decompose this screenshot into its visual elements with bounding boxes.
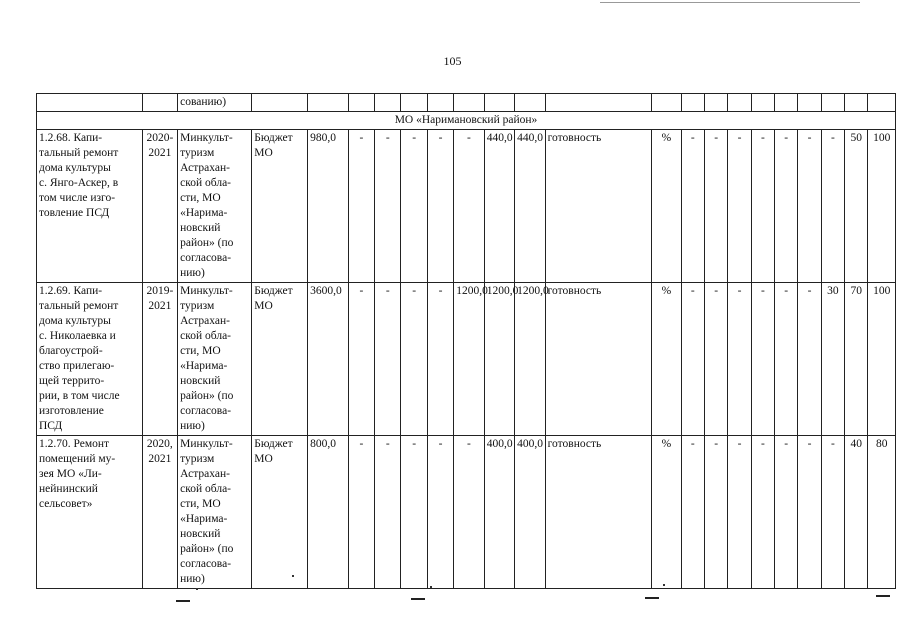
unit: % (652, 283, 681, 436)
indicator-value: 50 (845, 130, 868, 283)
indicator-value: - (775, 436, 798, 589)
funding-value: 980,0 (308, 130, 349, 283)
years: 2020- 2021 (142, 130, 178, 283)
funding-value: - (401, 130, 427, 283)
measure-name: 1.2.70. Ремонт помещений му- зея МО «Ли- нейнинский сельсовет» (37, 436, 143, 589)
indicator-value: - (821, 130, 844, 283)
scan-mark (411, 598, 425, 600)
scan-edge-line (600, 2, 860, 3)
funding-value: - (454, 436, 484, 589)
unit: % (652, 130, 681, 283)
continuation-row (37, 94, 896, 112)
indicator-value: - (728, 130, 751, 283)
indicator-value: - (821, 436, 844, 589)
indicator-value: - (728, 283, 751, 436)
years: 2020, 2021 (142, 436, 178, 589)
indicator-value: 100 (868, 130, 896, 283)
funding-value: - (427, 283, 453, 436)
funding-value: - (454, 130, 484, 283)
funding-value: 400,0 (515, 436, 545, 589)
page-number: 105 (443, 54, 462, 68)
program-table (36, 93, 896, 589)
executor: Минкульт- туризм Астрахан- ской обла- сти, МО «Нарима- новский район» (по согласова- нию) (178, 130, 252, 283)
scan-mark (176, 600, 190, 602)
indicator-value: - (705, 436, 728, 589)
indicator-value: - (751, 283, 774, 436)
indicator: готовность (545, 436, 652, 589)
indicator-value: - (681, 130, 704, 283)
measure-name: 1.2.68. Капи- тальный ремонт дома культуры с. Янго-Аскер, в том числе изго- товление ПСД (37, 130, 143, 283)
indicator: готовность (545, 283, 652, 436)
indicator-value: 100 (868, 283, 896, 436)
funding-value: - (348, 436, 374, 589)
scan-dot (292, 575, 294, 577)
funding-value: - (375, 283, 401, 436)
indicator-value: - (751, 130, 774, 283)
table-row (37, 436, 896, 589)
scan-mark (645, 597, 659, 599)
indicator-value: - (705, 283, 728, 436)
funding-value: 440,0 (515, 130, 545, 283)
years: 2019- 2021 (142, 283, 178, 436)
data-rows (37, 130, 896, 589)
unit: % (652, 436, 681, 589)
district-header-row (37, 112, 896, 130)
scan-mark (876, 595, 890, 597)
scan-dot (196, 588, 198, 590)
executor: Минкульт- туризм Астрахан- ской обла- сти, МО «Нарима- новский район» (по согласова- нию) (178, 436, 252, 589)
measure-name: 1.2.69. Капи- тальный ремонт дома культуры с. Николаевка и благоустрой- ство прилегаю- щей террито- рии, в том числе изготовление ПСД (37, 283, 143, 436)
indicator-value: 70 (845, 283, 868, 436)
indicator: готовность (545, 130, 652, 283)
indicator-value: - (751, 436, 774, 589)
indicator-value: 80 (868, 436, 896, 589)
funding-value: - (375, 436, 401, 589)
funding-source: Бюджет МО (252, 130, 308, 283)
funding-value: - (401, 436, 427, 589)
funding-value: - (348, 130, 374, 283)
funding-value: 1200,0 (484, 283, 514, 436)
funding-value: - (427, 130, 453, 283)
indicator-value: - (681, 436, 704, 589)
funding-value: - (401, 283, 427, 436)
funding-value: 1200,0 (454, 283, 484, 436)
funding-value: - (427, 436, 453, 589)
indicator-value: - (705, 130, 728, 283)
scan-dot (663, 584, 665, 586)
scan-dot (430, 586, 432, 588)
funding-value: 800,0 (308, 436, 349, 589)
funding-value: - (348, 283, 374, 436)
funding-value: 1200,0 (515, 283, 545, 436)
indicator-value: - (798, 130, 821, 283)
executor: Минкульт- туризм Астрахан- ской обла- сти, МО «Нарима- новский район» (по согласова- нию) (178, 283, 252, 436)
funding-source: Бюджет МО (252, 283, 308, 436)
funding-value: - (375, 130, 401, 283)
district-header: МО «Наримановский район» (37, 112, 896, 130)
indicator-value: 40 (845, 436, 868, 589)
table-row (37, 130, 896, 283)
table-row (37, 283, 896, 436)
indicator-value: - (775, 283, 798, 436)
indicator-value: - (728, 436, 751, 589)
funding-value: 400,0 (484, 436, 514, 589)
indicator-value: - (681, 283, 704, 436)
continuation-text: сованию) (178, 94, 252, 112)
funding-value: 3600,0 (308, 283, 349, 436)
funding-source: Бюджет МО (252, 436, 308, 589)
indicator-value: - (798, 436, 821, 589)
funding-value: 440,0 (484, 130, 514, 283)
indicator-value: - (775, 130, 798, 283)
indicator-value: - (798, 283, 821, 436)
indicator-value: 30 (821, 283, 844, 436)
